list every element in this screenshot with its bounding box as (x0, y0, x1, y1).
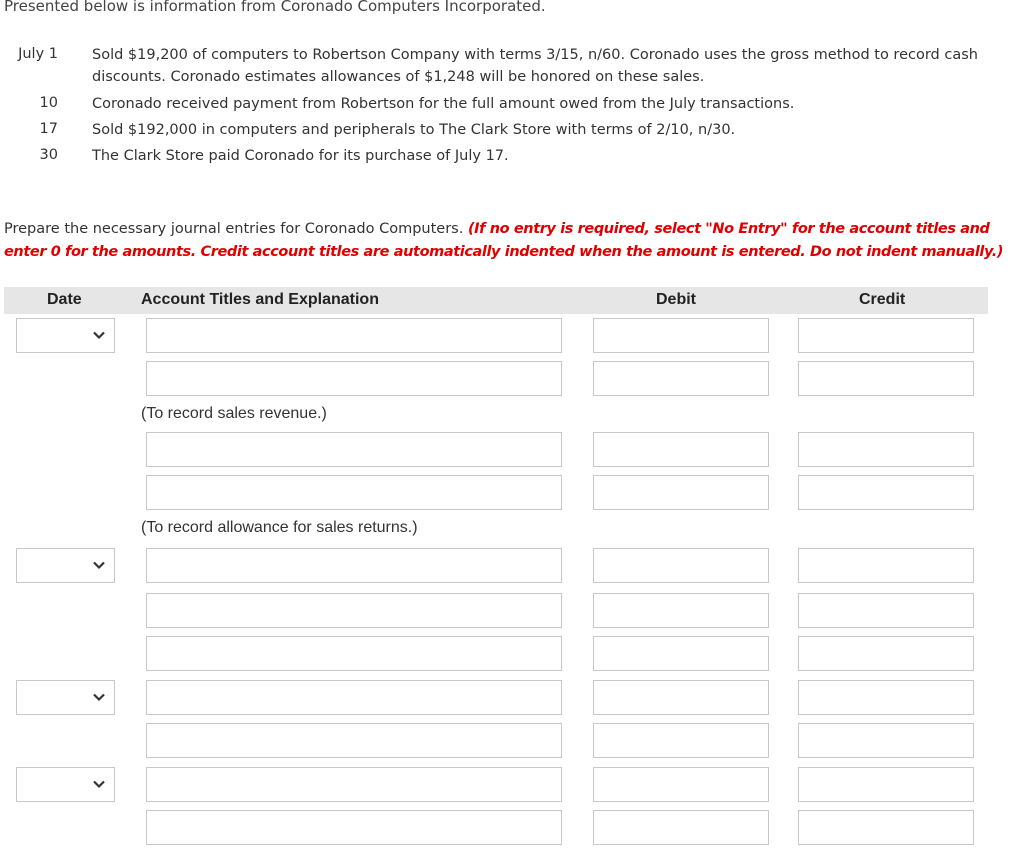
account-title-input[interactable] (146, 475, 562, 510)
credit-input[interactable] (798, 548, 974, 583)
credit-input[interactable] (798, 432, 974, 467)
account-title-input[interactable] (146, 680, 562, 715)
account-title-input[interactable] (146, 318, 562, 353)
date-select[interactable] (16, 318, 115, 353)
chevron-down-icon (92, 328, 106, 342)
credit-input[interactable] (798, 475, 974, 510)
header-credit: Credit (859, 291, 906, 308)
transaction-text: Sold $19,200 of computers to Robertson Company with terms 3/15, n/60. Coronado uses the gross method to record cash discounts. Coronado estimates allowances of $1,248 will be honored on these sales. (92, 47, 978, 85)
transaction-text: Coronado received payment from Robertson for the full amount owed from the July transactions. (92, 96, 795, 112)
chevron-down-icon (92, 690, 106, 704)
debit-input[interactable] (593, 680, 769, 715)
credit-input[interactable] (798, 680, 974, 715)
debit-input[interactable] (593, 723, 769, 758)
credit-input[interactable] (798, 593, 974, 628)
header-account: Account Titles and Explanation (141, 291, 379, 308)
date-select[interactable] (16, 548, 115, 583)
credit-input[interactable] (798, 767, 974, 802)
account-title-input[interactable] (146, 548, 562, 583)
date-select[interactable] (16, 680, 115, 715)
debit-input[interactable] (593, 636, 769, 671)
credit-input[interactable] (798, 723, 974, 758)
header-debit: Debit (656, 291, 696, 308)
debit-input[interactable] (593, 475, 769, 510)
credit-input[interactable] (798, 318, 974, 353)
transaction-date: 30 (39, 147, 58, 163)
table-header (4, 287, 988, 314)
debit-input[interactable] (593, 548, 769, 583)
instruction-text (4, 218, 1004, 264)
debit-input[interactable] (593, 593, 769, 628)
transaction-date: 10 (39, 95, 58, 111)
account-title-input[interactable] (146, 593, 562, 628)
intro-text: Presented below is information from Coronado Computers Incorporated. (4, 0, 546, 15)
date-select[interactable] (16, 767, 115, 802)
instruction-plain: Prepare the necessary journal entries for Coronado Computers. (4, 221, 468, 237)
account-title-input[interactable] (146, 767, 562, 802)
chevron-down-icon (92, 777, 106, 791)
credit-input[interactable] (798, 810, 974, 845)
debit-input[interactable] (593, 318, 769, 353)
instruction-emphasis: (If no entry is required, select "No Entry" for the account titles and enter 0 for the amounts. Credit account titles are automatically indented when the amount is entered. Do not indent manually.) (4, 221, 1004, 260)
account-title-input[interactable] (146, 636, 562, 671)
account-title-input[interactable] (146, 361, 562, 396)
account-title-input[interactable] (146, 432, 562, 467)
debit-input[interactable] (593, 432, 769, 467)
credit-input[interactable] (798, 636, 974, 671)
explanation-text: (To record sales revenue.) (141, 405, 327, 422)
credit-input[interactable] (798, 361, 974, 396)
debit-input[interactable] (593, 361, 769, 396)
transaction-text: Sold $192,000 in computers and peripherals to The Clark Store with terms of 2/10, n/30. (92, 122, 736, 138)
account-title-input[interactable] (146, 810, 562, 845)
transaction-date: 17 (39, 121, 58, 137)
transaction-date: July 1 (18, 46, 58, 62)
account-title-input[interactable] (146, 723, 562, 758)
debit-input[interactable] (593, 767, 769, 802)
explanation-text: (To record allowance for sales returns.) (141, 519, 418, 536)
transaction-text: The Clark Store paid Coronado for its purchase of July 17. (92, 148, 509, 164)
header-date: Date (47, 291, 82, 308)
debit-input[interactable] (593, 810, 769, 845)
chevron-down-icon (92, 558, 106, 572)
